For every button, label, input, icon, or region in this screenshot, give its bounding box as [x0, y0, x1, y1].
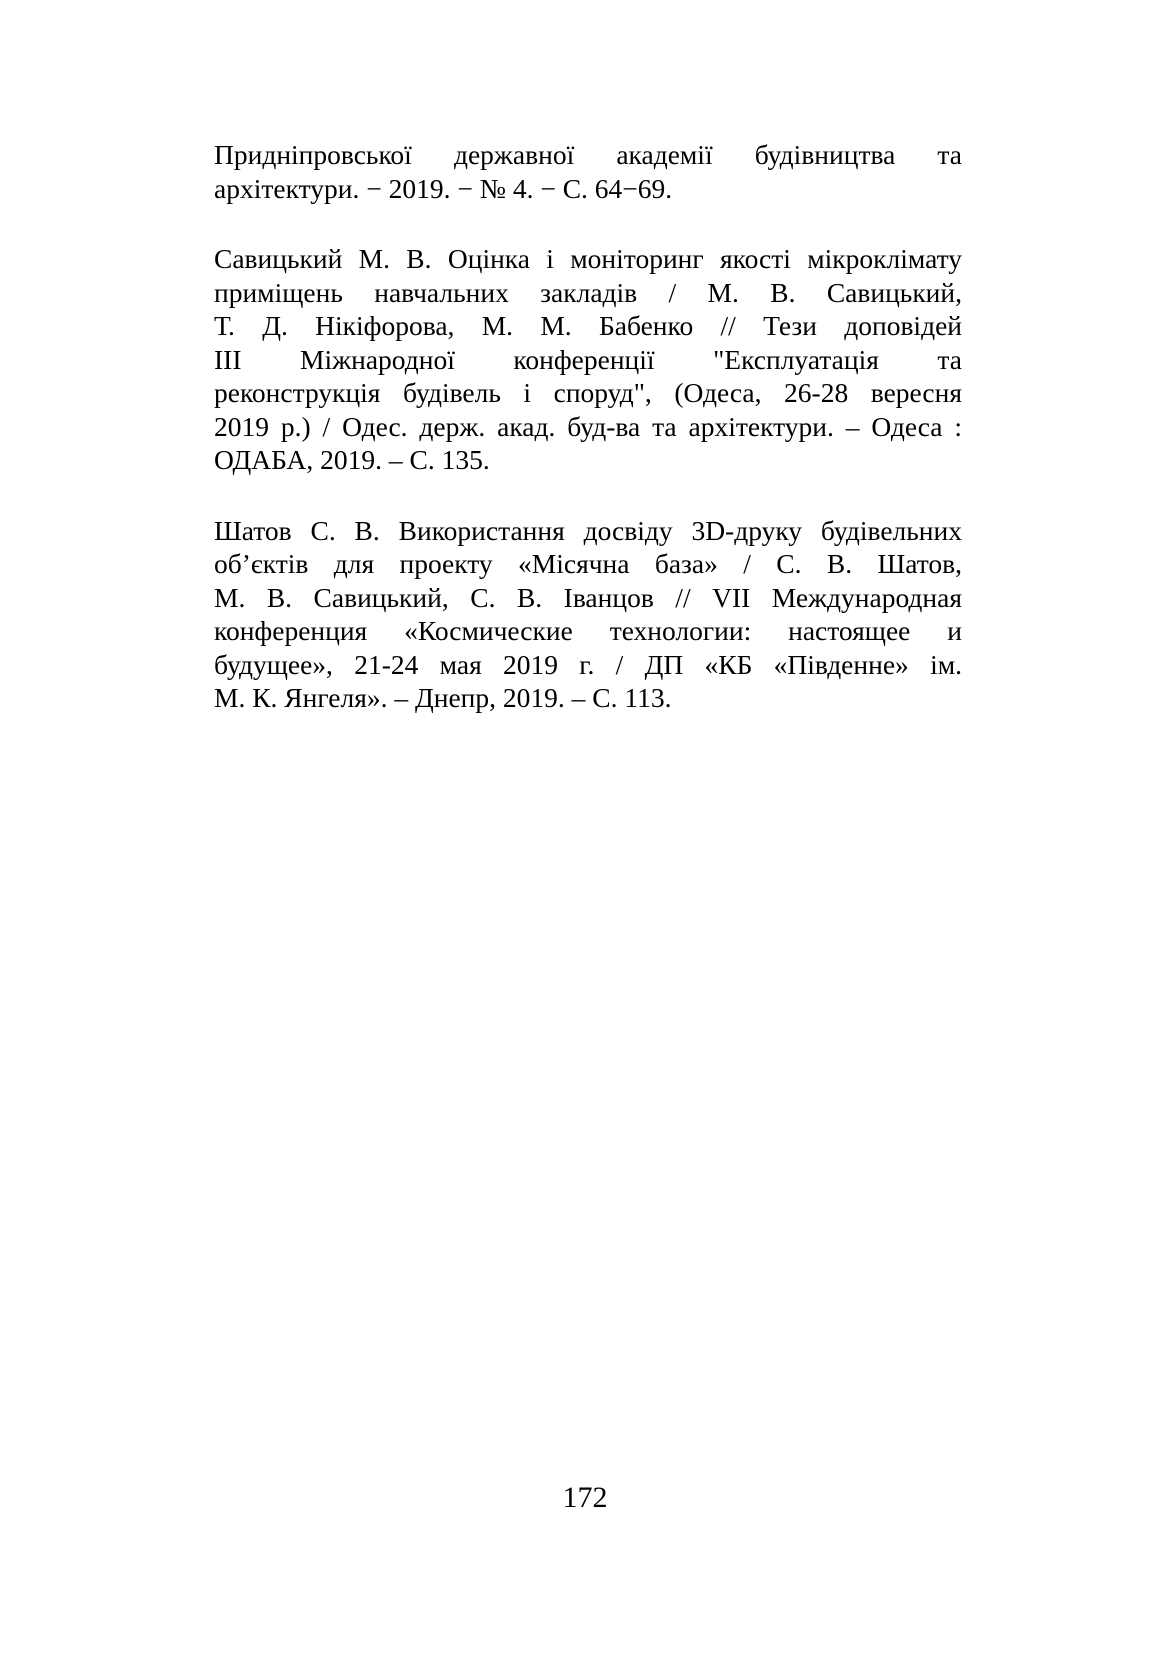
- reference-line: конференция «Космические технологии: настоящее и: [214, 615, 962, 646]
- reference-line: М. К. Янгеля». – Днепр, 2019. – С. 113.: [214, 682, 672, 713]
- reference-line: реконструкція будівель і споруд", (Одеса, 26-28 вересня: [214, 377, 962, 408]
- reference-line: Т. Д. Нікіфорова, М. М. Бабенко // Тези доповідей: [214, 310, 962, 341]
- reference-line: III Міжнародної конференції "Експлуатація та: [214, 343, 962, 375]
- page-number: 172: [562, 1481, 608, 1514]
- reference-line: М. В. Савицький, С. В. Іванцов // VII Международная: [214, 581, 962, 613]
- reference-list: [214, 138, 962, 752]
- reference-line: архітектури. − 2019. − № 4. − С. 64−69.: [214, 172, 673, 204]
- reference-line: будущее», 21-24 мая 2019 г. / ДП «КБ «Південне» ім.: [214, 648, 962, 680]
- reference-line: ОДАБА, 2019. – С. 135.: [214, 444, 490, 475]
- reference-line: Придніпровської державної академії будівництва та: [214, 139, 962, 170]
- reference-entry-3: [214, 514, 962, 715]
- reference-line: 2019 р.) / Одес. держ. акад. буд-ва та архітектури. – Одеса :: [214, 410, 962, 442]
- reference-entry-2: [214, 242, 962, 477]
- reference-line: Шатов С. В. Використання досвіду 3D-друку будівельних: [214, 514, 962, 546]
- reference-line: Савицький М. В. Оцінка і моніторинг якості мікроклімату: [214, 243, 962, 274]
- reference-entry-1: [214, 138, 962, 205]
- reference-line: приміщень навчальних закладів / М. В. Савицький,: [214, 276, 962, 308]
- reference-line: об’єктів для проекту «Місячна база» / С. В. Шатов,: [214, 548, 962, 579]
